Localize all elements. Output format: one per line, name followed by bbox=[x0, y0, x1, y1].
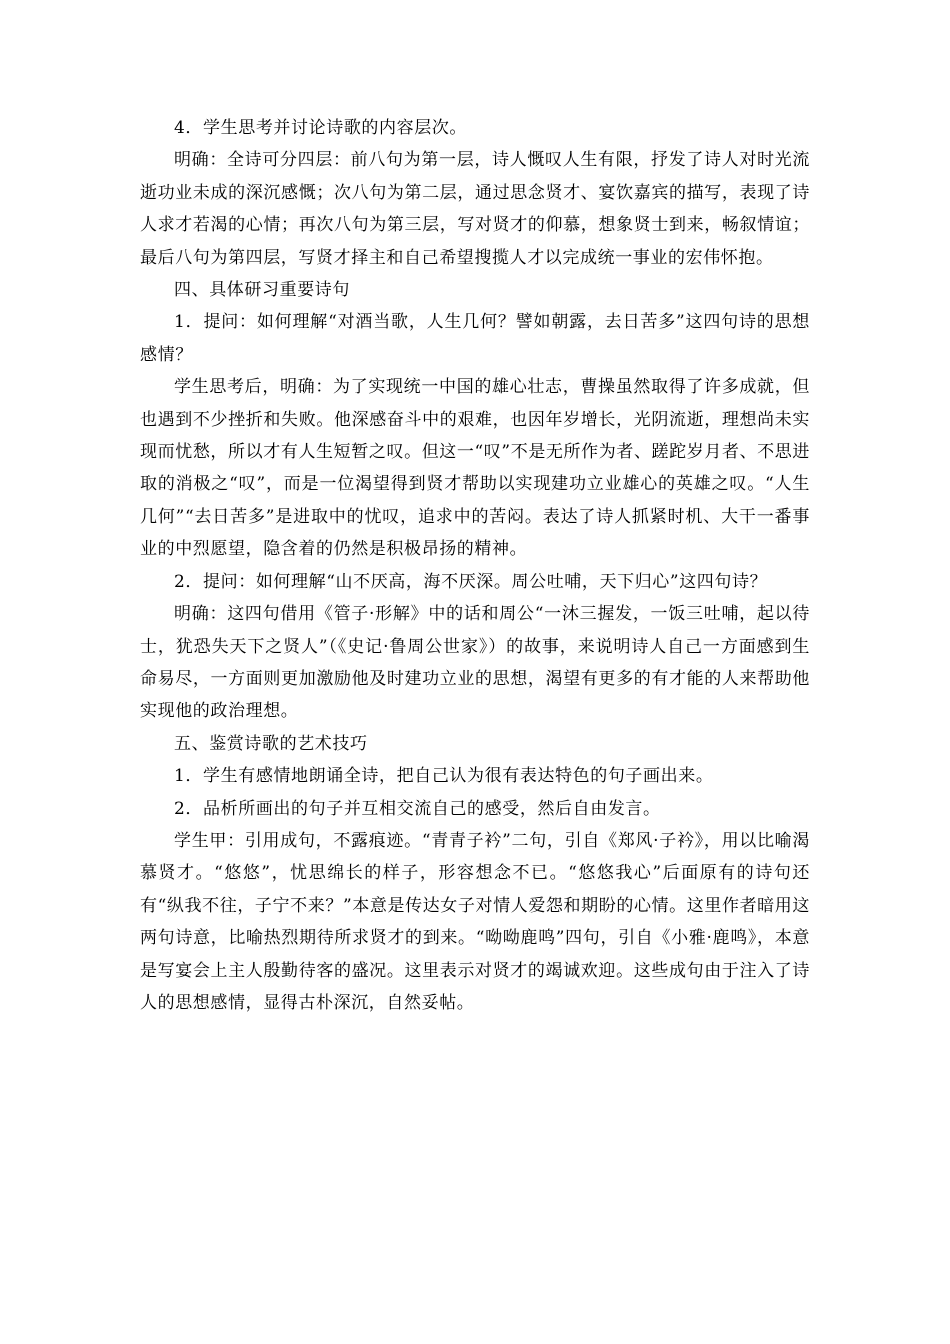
paragraph-content-layers-question: 4．学生思考并讨论诗歌的内容层次。 bbox=[174, 118, 468, 138]
document-page bbox=[140, 112, 810, 1019]
paragraph-question-2: 2．提问：如何理解“山不厌高，海不厌深。周公吐哺，天下归心”这四句诗？ bbox=[174, 571, 768, 592]
paragraph-step-1: 1．学生有感情地朗诵全诗，把自己认为很有表达特色的句子画出来。 bbox=[174, 766, 714, 787]
section-heading-key-lines: 四、具体研习重要诗句 bbox=[174, 280, 350, 301]
paragraph-step-2: 2．品析所画出的句子并互相交流自己的感受，然后自由发言。 bbox=[174, 798, 661, 819]
paragraph-answer-2: 明确：这四句借用《管子·形解》中的话和周公“一沐三握发，一饭三吐哺，起以待士，犹恐失天下之贤人”（《史记·鲁周公世家》）的故事，来说明诗人自己一方面感到生命易尽，一方面则更加激励他及时建功立业的思想，渴望有更多的有才能的人来帮助他实现他的政治理想。 bbox=[140, 604, 810, 722]
paragraph-content-layers-answer: 明确：全诗可分四层：前八句为第一层，诗人慨叹人生有限，抒发了诗人对时光流逝功业未成的深沉感慨；次八句为第二层，通过思念贤才、宴饮嘉宾的描写，表现了诗人求才若渴的心情；再次八句为第三层，写对贤才的仰慕，想象贤士到来，畅叙情谊；最后八句为第四层，写贤才择主和自己希望搜揽人才以完成统一事业的宏伟怀抱。 bbox=[140, 150, 810, 268]
paragraph-student-a: 学生甲：引用成句，不露痕迹。“青青子衿”二句，引自《郑风·子衿》，用以比喻渴慕贤才。“悠悠”，忧思绵长的样子，形容想念不已。“悠悠我心”后面原有的诗句还有“纵我不往，子宁不来？”本意是传达女子对情人爱怨和期盼的心情。这里作者暗用这两句诗意，比喻热烈期待所求贤才的到来。“呦呦鹿鸣”四句，引自《小雅·鹿鸣》，本意是写宴会上主人殷勤待客的盛况。这里表示对贤才的竭诚欢迎。这些成句由于注入了诗人的思想感情，显得古朴深沉，自然妥帖。 bbox=[140, 830, 810, 1013]
paragraph-answer-1: 学生思考后，明确：为了实现统一中国的雄心壮志，曹操虽然取得了许多成就，但也遇到不少挫折和失败。他深感奋斗中的艰难，也因年岁增长，光阴流逝，理想尚未实现而忧愁，所以才有人生短暂之叹。但这一“叹”不是无所作为者、蹉跎岁月者、不思进取的消极之“叹”，而是一位渴望得到贤才帮助以实现建功立业雄心的英雄之叹。“人生几何”“去日苦多”是进取中的忧叹，追求中的苦闷。表达了诗人抓紧时机、大干一番事业的中烈愿望，隐含着的仍然是积极昂扬的精神。 bbox=[140, 377, 810, 560]
section-heading-artistic-techniques: 五、鉴赏诗歌的艺术技巧 bbox=[174, 733, 368, 754]
paragraph-question-1: 1．提问：如何理解“对酒当歌，人生几何？譬如朝露，去日苦多”这四句诗的思想感情？ bbox=[140, 312, 810, 365]
